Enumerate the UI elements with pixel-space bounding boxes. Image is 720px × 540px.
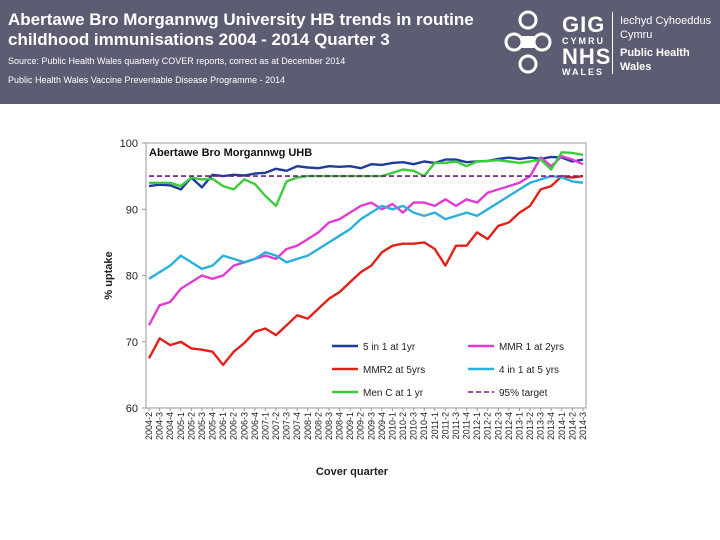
logo-divider: [612, 12, 613, 74]
series-line-men-c-at-1-yr: [149, 152, 583, 206]
legend-label: Men C at 1 yr: [363, 388, 424, 399]
x-tick-label: 2007-2: [271, 412, 282, 441]
logo-nhs-text: NHS: [562, 44, 612, 69]
x-tick-label: 2006-2: [228, 412, 239, 441]
x-tick-label: 2008-2: [313, 412, 324, 441]
y-tick-label: 70: [125, 336, 138, 349]
x-tick-label: 2010-1: [387, 412, 398, 441]
x-tick-label: 2005-4: [207, 412, 218, 441]
x-tick-label: 2006-1: [218, 412, 229, 441]
x-tick-label: 2012-2: [482, 412, 493, 441]
logo-line-4: Wales: [620, 61, 652, 73]
programme-note: Public Health Wales Vaccine Preventable Disease Programme - 2014: [8, 75, 286, 85]
x-tick-label: 2010-3: [408, 412, 419, 441]
x-tick-label: 2011-4: [461, 412, 472, 440]
x-tick-label: 2004-4: [165, 412, 176, 441]
x-tick-label: 2006-4: [249, 412, 260, 441]
logo-wales-text: WALES: [562, 67, 605, 77]
x-tick-label: 2010-2: [398, 412, 409, 441]
x-tick-label: 2013-2: [525, 412, 536, 441]
x-tick-label: 2007-3: [281, 412, 292, 441]
series-line-4-in-1-at-5-yrs: [149, 176, 583, 279]
y-tick-label: 60: [125, 403, 138, 415]
x-tick-label: 2004-3: [154, 412, 165, 441]
x-tick-label: 2008-3: [323, 412, 334, 441]
x-tick-label: 2004-2: [144, 412, 154, 441]
nhs-wales-logo: [500, 4, 720, 82]
x-tick-label: 2009-4: [376, 412, 387, 441]
legend-label: MMR 1 at 2yrs: [499, 342, 565, 353]
source-note: Source: Public Health Wales quarterly COVER reports, correct as at December 2014: [8, 56, 346, 66]
x-tick-label: 2014-2: [567, 412, 578, 441]
y-tick-label: 90: [125, 204, 138, 217]
logo-gig-text: GIG: [562, 12, 606, 37]
x-tick-label: 2014-1: [556, 412, 567, 441]
x-tick-label: 2008-4: [334, 412, 345, 441]
page-title: Abertawe Bro Morgannwg University HB trends in routine childhood immunisations 2004 - 2014 Quarter 3: [8, 10, 474, 49]
legend-label: 5 in 1 at 1yr: [363, 342, 416, 353]
legend-label: MMR2 at 5yrs: [363, 365, 426, 376]
x-tick-label: 2006-3: [239, 412, 250, 441]
x-tick-label: 2007-1: [260, 412, 271, 441]
x-tick-label: 2010-4: [419, 412, 430, 441]
y-tick-label: 100: [119, 138, 138, 150]
dragon-emblem-icon: [500, 8, 556, 76]
chart-title: Abertawe Bro Morgannwg UHB: [149, 147, 313, 159]
x-tick-label: 2011-3: [450, 412, 461, 440]
x-tick-label: 2011-1: [429, 412, 440, 440]
x-tick-label: 2012-3: [493, 412, 504, 441]
x-tick-label: 2005-2: [186, 412, 197, 441]
x-tick-label: 2012-1: [472, 412, 483, 441]
x-axis-label: Cover quarter: [315, 466, 389, 478]
x-tick-label: 2009-3: [366, 412, 377, 441]
logo-line-1: Iechyd Cyhoeddus: [620, 15, 712, 27]
logo-cymru-text: CYMRU: [562, 36, 605, 46]
x-tick-label: 2005-3: [196, 412, 207, 441]
x-tick-label: 2012-4: [503, 412, 514, 441]
x-tick-label: 2009-1: [345, 412, 356, 441]
x-tick-label: 2013-1: [514, 412, 525, 441]
uptake-line-chart: [100, 125, 600, 485]
x-tick-label: 2014-3: [578, 412, 588, 441]
x-tick-label: 2007-4: [292, 412, 303, 441]
logo-line-3: Public Health: [620, 47, 690, 59]
x-tick-label: 2013-3: [535, 412, 546, 441]
series-line-mmr-1-at-2yrs: [149, 156, 583, 325]
legend-label: 4 in 1 at 5 yrs: [499, 365, 560, 376]
x-tick-label: 2009-2: [355, 412, 366, 441]
x-tick-label: 2005-1: [175, 412, 186, 441]
x-tick-label: 2013-4: [546, 412, 557, 441]
x-tick-label: 2011-2: [440, 412, 451, 440]
y-axis-label: % uptake: [103, 251, 115, 300]
legend-label: 95% target: [499, 388, 548, 399]
header-banner: [0, 0, 720, 104]
logo-line-2: Cymru: [620, 29, 653, 41]
y-tick-label: 80: [125, 270, 138, 283]
x-tick-label: 2008-1: [302, 412, 313, 441]
